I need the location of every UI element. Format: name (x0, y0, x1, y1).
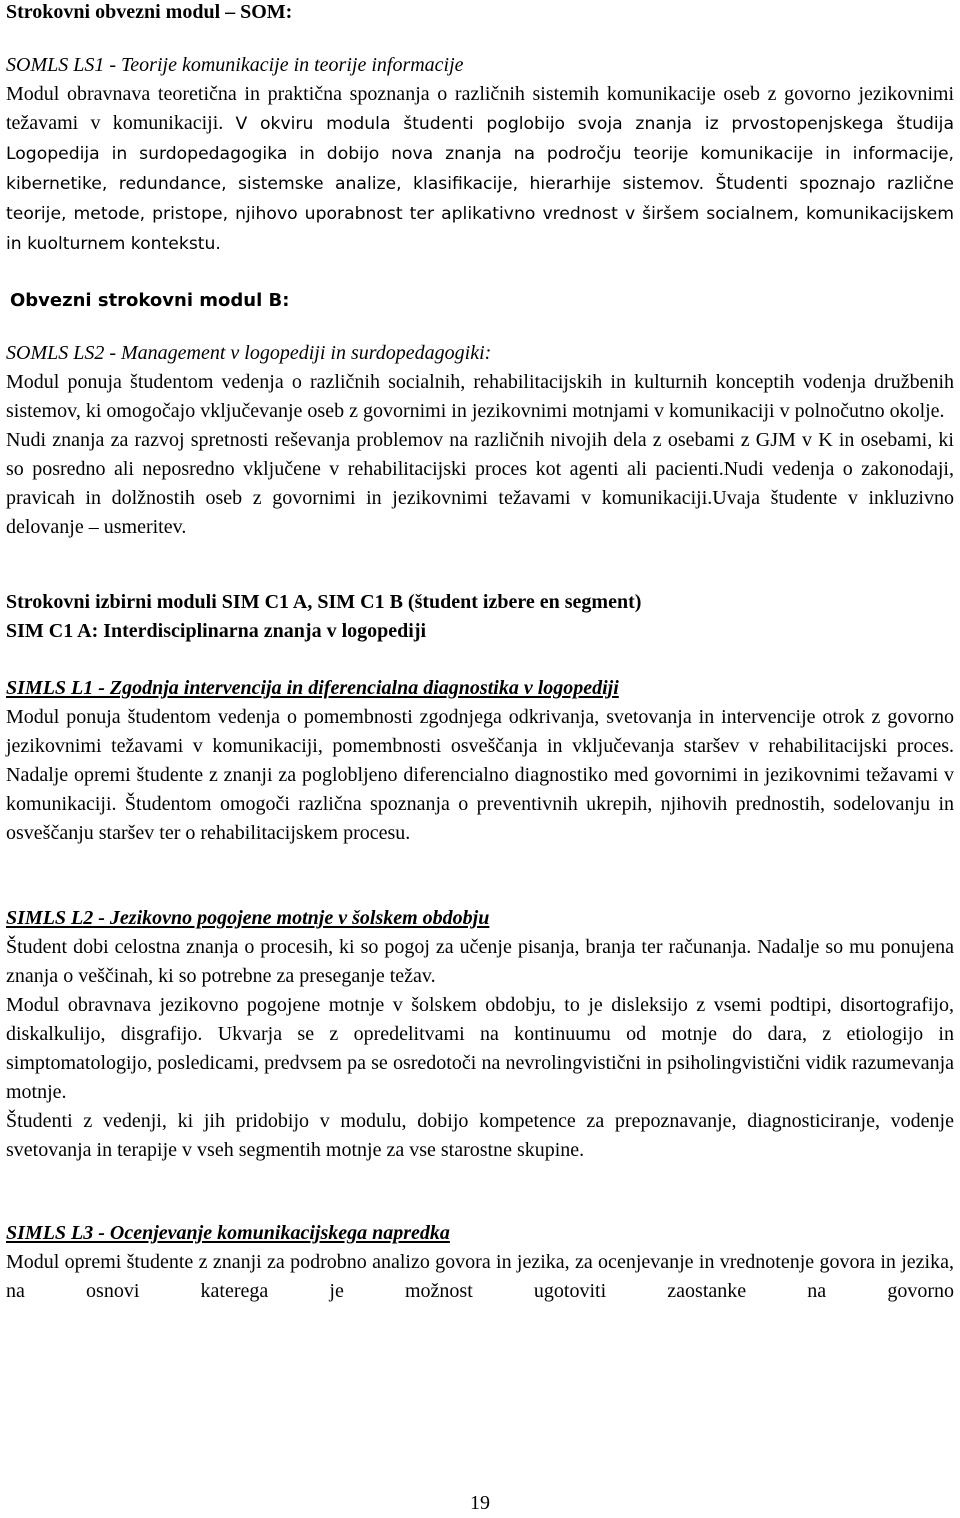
section-heading-som: Strokovni obvezni modul – SOM: (6, 1, 293, 23)
module-body-simls-l3: Modul opremi študente z znanji za podrobno analizo govora in jezika, za ocenjevanje in vrednotenje govora in jezika, na osnovi katerega je možnost ugotoviti zaostanke na govorno (6, 1251, 954, 1302)
module-title-simls-l1: SIMLS L1 - Zgodnja intervencija in diferencialna diagnostika v logopediji (6, 677, 619, 699)
module-title-simls-l3: SIMLS L3 - Ocenjevanje komunikacijskega napredka (6, 1222, 450, 1244)
document-page (6, 0, 954, 1306)
ls1-body-part3: Študenti spoznajo različne teorije, metode, pristope, njihovo uporabnost ter aplikativno vrednost v širšem socialnem, komunikacijskem in kuolturnem kontekstu. (6, 174, 954, 254)
module-body-simls-l1: Modul ponuja študentom vedenja o pomembnosti zgodnjega odkrivanja, svetovanja in intervencije otrok z govorno jezikovnimi težavami v komunikaciji, pomembnosti osveščanja in vključevanja staršev v rehabilitacijski proces. Nadalje opremi študente z znanji za poglobljeno diferencialno diagnostiko med govornimi in jezikovnimi težavami v komunikaciji. Študentom omogoči različna spoznanja o preventivnih ukrepih, njihovih prednostih, sodelovanju in osveščanju staršev ter o rehabilitacijskem procesu. (6, 706, 954, 844)
module-body-simls-l2-p2: Modul obravnava jezikovno pogojene motnje v šolskem obdobju, to je disleksijo z vsemi podtipi, disortografijo, diskalkulijo, disgrafijo. Ukvarja se z opredelitvami na kontinuumu od motnje do dara, z etiologijo in simptomatologijo, posledicami, predvsem pa se osredotoči na nevrolingvistični in psiholingvistični vidik razumevanja motnje. (6, 994, 954, 1103)
module-body-simls-l2-p3: Študenti z vedenji, ki jih pridobijo v modulu, dobijo kompetence za prepoznavanje, diagnosticiranje, vodenje svetovanja in terapije v vseh segmentih motnje za vse starostne skupine. (6, 1110, 954, 1161)
section-heading-sim-line1: Strokovni izbirni moduli SIM C1 A, SIM C1 B (študent izbere en segment) (6, 591, 642, 613)
module-title-somls-ls2: SOMLS LS2 - Management v logopediji in surdopedagogiki: (6, 342, 492, 364)
ls1-body-part2: V okviru modula študenti poglobijo svoja znanja iz prvostopenjskega študija Logopedija in surdopedagogika in dobijo nova znanja na področju teorije komunikacije in informacije, kibernetike, redundance, sistemske analize, klasifikacije, hierarhije sistemov. (6, 114, 954, 194)
module-body-somls-ls1 (6, 80, 954, 259)
ls1-body-part1: Modul obravnava teoretična in praktična spoznanja o različnih sistemih komunikacije oseb z govorno jezikovnimi težavami v komunikaciji. (6, 83, 954, 134)
module-body-somls-ls2-p2: Nudi znanja za razvoj spretnosti reševanja problemov na različnih nivojih dela z osebami z GJM v K in osebami, ki so posredno ali neposredno vključene v rehabilitacijski proces kot agenti ali pacienti.Nudi vedenja o zakonodaji, pravicah in dolžnostih oseb z govornimi in jezikovnimi težavami v komunikaciji.Uvaja študente v inkluzivno delovanje – usmeritev. (6, 429, 954, 538)
section-heading-b: Obvezni strokovni modul B: (10, 290, 290, 311)
section-heading-sim-line2: SIM C1 A: Interdisciplinarna znanja v logopediji (6, 620, 427, 642)
module-body-simls-l2-p1: Študent dobi celostna znanja o procesih, ki so pogoj za učenje pisanja, branja ter računanja. Nadalje so mu ponujena znanja o veščinah, ki so potrebne za preseganje težav. (6, 936, 954, 987)
module-body-somls-ls2-p1: Modul ponuja študentom vedenja o različnih socialnih, rehabilitacijskih in kulturnih konceptih vodenja družbenih sistemov, ki omogočajo vključevanje oseb z govornimi in jezikovnimi motnjami v komunikaciji v polnočutno okolje. (6, 371, 954, 422)
module-title-simls-l2: SIMLS L2 - Jezikovno pogojene motnje v šolskem obdobju (6, 907, 490, 929)
page-number: 19 (470, 1492, 490, 1514)
module-title-somls-ls1: SOMLS LS1 - Teorije komunikacije in teorije informacije (6, 54, 464, 76)
